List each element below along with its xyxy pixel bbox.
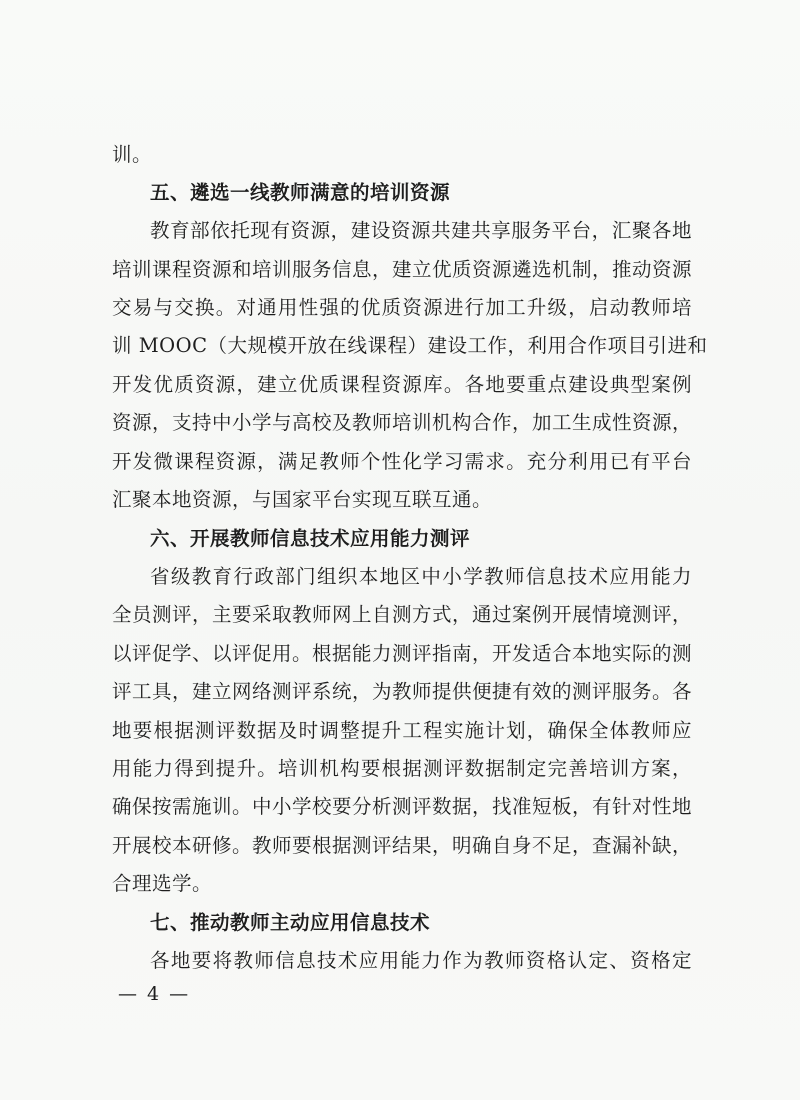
section-heading-6: 六、开展教师信息技术应用能力测评 bbox=[150, 527, 471, 550]
text-line: 训 MOOC（大规模开放在线课程）建设工作，利用合作项目引进和 bbox=[112, 334, 708, 357]
text-line: 汇聚本地资源，与国家平台实现互联互通。 bbox=[112, 488, 493, 511]
text-line: 评工具，建立网络测评系统，为教师提供便捷有效的测评服务。各 bbox=[112, 680, 693, 703]
text-line: 地要根据测评数据及时调整提升工程实施计划，确保全体教师应 bbox=[112, 719, 692, 742]
text-line: 以评促学、以评促用。根据能力测评指南，开发适合本地实际的测 bbox=[112, 642, 693, 665]
text-line: 交易与交换。对通用性强的优质资源进行加工升级，启动教师培 bbox=[112, 296, 692, 319]
text-line: 确保按需施训。中小学校要分析测评数据，找准短板，有针对性地 bbox=[112, 795, 693, 818]
section-heading-7: 七、推动教师主动应用信息技术 bbox=[150, 911, 431, 934]
text-line: 培训课程资源和培训服务信息，建立优质资源遴选机制，推动资源 bbox=[112, 258, 693, 281]
text-line: 用能力得到提升。培训机构要根据测评数据制定完善培训方案， bbox=[112, 757, 692, 780]
text-line: 教育部依托现有资源，建设资源共建共享服务平台，汇聚各地 bbox=[150, 219, 692, 242]
text-line: 合理选学。 bbox=[112, 872, 213, 895]
text-line: 开发优质资源，建立优质课程资源库。各地要重点建设典型案例 bbox=[112, 373, 692, 396]
text-line: 资源，支持中小学与高校及教师培训机构合作，加工生成性资源， bbox=[112, 411, 693, 434]
text-line: 各地要将教师信息技术应用能力作为教师资格认定、资格定 bbox=[150, 949, 692, 972]
text-line: 开展校本研修。教师要根据测评结果，明确自身不足，查漏补缺， bbox=[112, 834, 693, 857]
text-line: 训。 bbox=[112, 143, 153, 166]
text-line: 开发微课程资源，满足教师个性化学习需求。充分利用已有平台 bbox=[112, 450, 692, 473]
text-line: 省级教育行政部门组织本地区中小学教师信息技术应用能力 bbox=[150, 565, 692, 588]
section-heading-5: 五、遴选一线教师满意的培训资源 bbox=[150, 181, 451, 204]
text-line: 全员测评，主要采取教师网上自测方式，通过案例开展情境测评， bbox=[112, 603, 693, 626]
page-number: — 4 — bbox=[118, 983, 191, 1005]
